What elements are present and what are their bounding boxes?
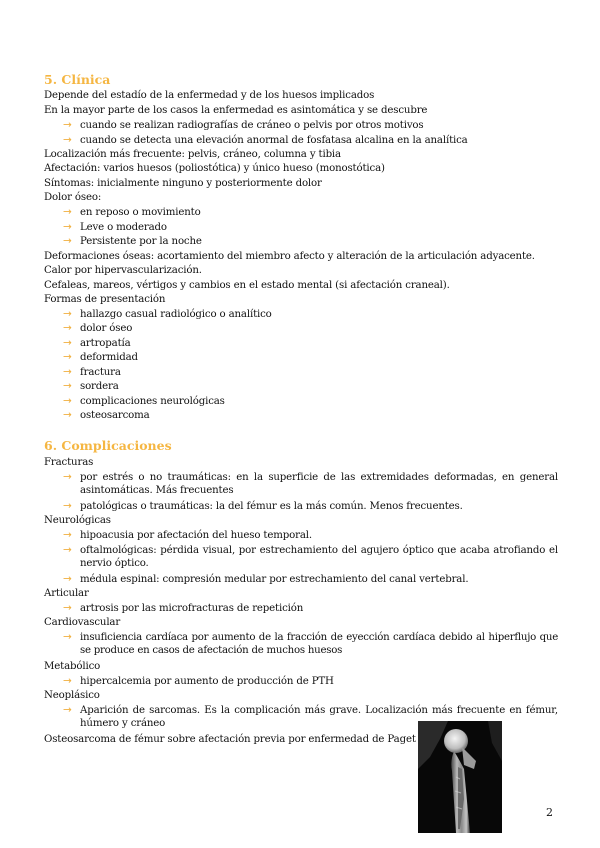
form-item: artropatía [80, 338, 131, 349]
heat-line: Calor por hipervascularización. [44, 265, 202, 276]
bullet-arrow-icon: → [63, 337, 72, 349]
form-item: osteosarcoma [80, 410, 150, 421]
bullet-arrow-icon: → [63, 500, 72, 512]
form-item: fractura [80, 367, 121, 378]
bullet-arrow-icon: → [63, 206, 72, 218]
form-item: dolor óseo [80, 323, 133, 334]
form-item: complicaciones neurológicas [80, 396, 225, 407]
neoplastic-item: Aparición de sarcomas. Es la complicación más grave. Localización más frecuente en fémur, húmero y cráneo [80, 705, 558, 729]
bullet-arrow-icon: → [63, 308, 72, 320]
cardio-label: Cardiovascular [44, 617, 121, 628]
pain-label: Dolor óseo: [44, 192, 102, 203]
section-5-title: 5. Clínica [44, 72, 111, 87]
fracturas-label: Fracturas [44, 457, 94, 468]
paget-caption-text: Osteosarcoma de fémur sobre afectación previa por enfermedad de Paget [44, 734, 416, 745]
bullet-arrow-icon: → [63, 351, 72, 363]
page-number: 2 [546, 806, 553, 819]
location-line: Localización más frecuente: pelvis, cráneo, columna y tibia [44, 149, 341, 160]
bullet-arrow-icon: → [63, 134, 72, 146]
neuro-label: Neurológicas [44, 515, 111, 526]
bullet-arrow-icon: → [63, 366, 72, 378]
bullet-arrow-icon: → [63, 380, 72, 392]
bullet-arrow-icon: → [63, 704, 72, 716]
articular-label: Articular [44, 588, 89, 599]
form-item: hallazgo casual radiológico o analítico [80, 309, 272, 320]
paget-caption [44, 733, 414, 746]
bullet-arrow-icon: → [63, 675, 72, 687]
form-item: deformidad [80, 352, 138, 363]
clinic-intro-line-2: En la mayor parte de los casos la enfermedad es asintomática y se descubre [44, 105, 428, 116]
articular-item: artrosis por las microfracturas de repetición [80, 603, 304, 614]
discovery-item: cuando se realizan radiografías de cráneo o pelvis por otros motivos [80, 120, 424, 131]
cardio-item: insuficiencia cardíaca por aumento de la fracción de eyección cardíaca debido al hiperflujo que se produce en casos de afectación de muchos huesos [80, 632, 558, 656]
symptoms-line: Síntomas: inicialmente ninguno y posteriormente dolor [44, 178, 322, 189]
forms-label: Formas de presentación [44, 294, 166, 305]
neuro-item: oftalmológicas: pérdida visual, por estrechamiento del agujero óptico que acaba atrofiando el nervio óptico. [80, 545, 558, 569]
bullet-arrow-icon: → [63, 322, 72, 334]
bullet-arrow-icon: → [63, 235, 72, 247]
bullet-arrow-icon: → [63, 544, 72, 556]
bullet-arrow-icon: → [63, 631, 72, 643]
neuro-item: médula espinal: compresión medular por estrechamiento del canal vertebral. [80, 574, 469, 585]
form-item: sordera [80, 381, 119, 392]
bullet-arrow-icon: → [63, 221, 72, 233]
pain-item: en reposo o movimiento [80, 207, 201, 218]
metabolic-item: hipercalcemia por aumento de producción de PTH [80, 676, 334, 687]
discovery-item: cuando se detecta una elevación anormal de fosfatasa alcalina en la analítica [80, 135, 468, 146]
neuro-item: hipoacusia por afectación del hueso temporal. [80, 530, 312, 541]
fractura-item: patológicas o traumáticas: la del fémur es la más común. Menos frecuentes. [80, 501, 463, 512]
headache-line: Cefaleas, mareos, vértigos y cambios en el estado mental (si afectación craneal). [44, 280, 450, 291]
bullet-arrow-icon: → [63, 529, 72, 541]
metabolic-label: Metabólico [44, 661, 101, 672]
section-6-title: 6. Complicaciones [44, 438, 172, 453]
bullet-arrow-icon: → [63, 471, 72, 483]
pain-item: Leve o moderado [80, 222, 167, 233]
neoplastic-label: Neoplásico [44, 690, 100, 701]
fractura-item: por estrés o no traumáticas: en la superficie de las extremidades deformadas, en general asintomáticas. Más frecuentes [80, 472, 558, 496]
bullet-arrow-icon: → [63, 119, 72, 131]
bullet-arrow-icon: → [63, 602, 72, 614]
pain-item: Persistente por la noche [80, 236, 202, 247]
bullet-arrow-icon: → [63, 395, 72, 407]
deformities-line: Deformaciones óseas: acortamiento del miembro afecto y alteración de la articulación adyacente. [44, 251, 535, 262]
femur-xray-image [418, 721, 502, 833]
bullet-arrow-icon: → [63, 573, 72, 585]
clinic-intro-line-1: Depende del estadío de la enfermedad y de los huesos implicados [44, 90, 375, 101]
affectation-line: Afectación: varios huesos (poliostótica) y único hueso (monostótica) [44, 163, 385, 174]
bullet-arrow-icon: → [63, 409, 72, 421]
